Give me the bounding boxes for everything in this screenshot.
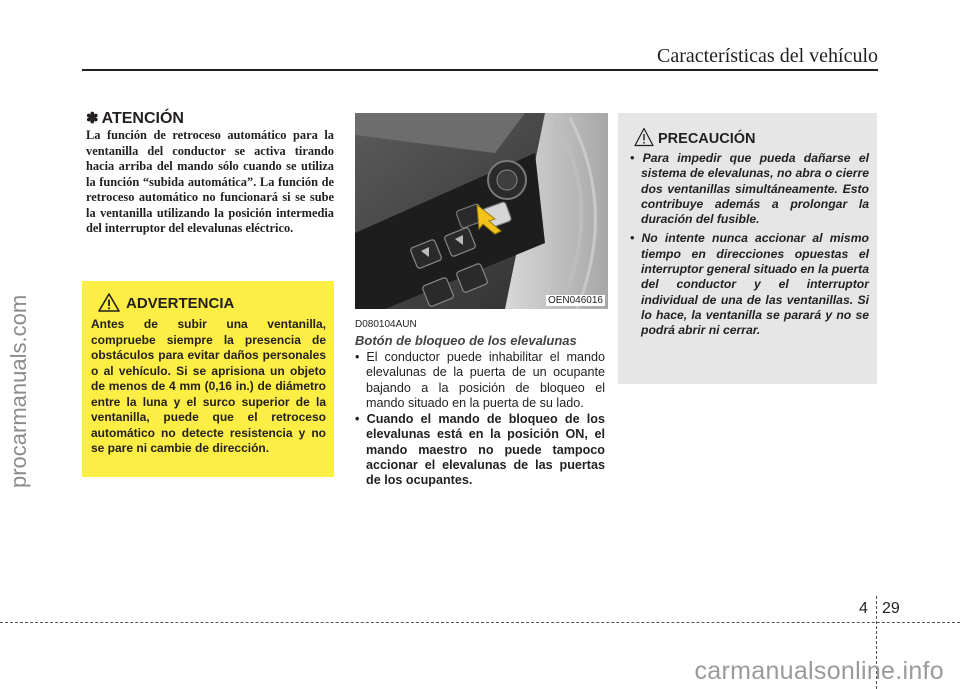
figure-code: OEN046016 (547, 295, 603, 306)
chapter-header-title: Características del vehículo (656, 45, 878, 67)
caution-title: PRECAUCIÓN (658, 131, 756, 147)
section-bullet-list (355, 350, 605, 490)
caution-triangle-icon (634, 127, 654, 147)
list-item: • No intente nunca accionar al mismo tiempo en direcciones opuestas el interruptor general situado en la puerta del conductor y el interruptor individual de una de las ventanillas. Si lo hace, la ventanilla se parará y no se podrá abrir ni cerrar. (630, 231, 869, 338)
warning-box (82, 281, 334, 477)
side-watermark: procarmanuals.com (6, 294, 31, 488)
warning-header (98, 293, 326, 312)
header-rule (82, 69, 878, 71)
chapter-number: 4 (859, 600, 868, 617)
footer-rule (0, 622, 960, 623)
warning-title: ADVERTENCIA (126, 295, 235, 312)
caution-list (630, 151, 869, 339)
window-lock-switch-photo (355, 113, 608, 309)
page-number: 29 (882, 600, 900, 617)
caution-box (618, 113, 877, 384)
attention-body: La función de retroceso automático para la ventanilla del conductor se activa tirando hacia arriba del mando sólo cuando se utiliza la función “subida automática”. La función de retroceso automático no funcionará si se sube la ventanilla utilizando la posición intermedia del interruptor del elevalunas eléctrico. (86, 128, 334, 235)
bottom-watermark: carmanualsonline.info (694, 657, 944, 685)
attention-star-icon: ✽ (86, 110, 99, 127)
attention-heading (86, 109, 184, 128)
list-item: • Para impedir que pueda dañarse el sistema de elevalunas, no abra o cierre dos ventanillas simultáneamente. Esto contribuye además a prolongar la duración del fusible. (630, 151, 869, 227)
list-item: • El conductor puede inhabilitar el mando elevalunas de la puerta de un ocupante bajando a la posición de bloqueo el mando situado en la puerta de su lado. (355, 350, 605, 410)
warning-text: Antes de subir una ventanilla, compruebe siempre la presencia de obstáculos para evitar daños personales o al vehículo. Si se aprisiona un objeto de menos de 4 mm (0,16 in.) de diámetro entre la luna y el surco superior de la ventanilla, puede que el retroceso automático no detecte resistencia y no se pare ni cambie de dirección. (91, 317, 326, 455)
list-item: • Cuando el mando de bloqueo de los elevalunas está en la posición ON, el mando maestro no puede tampoco accionar el elevalunas de las puertas de los ocupantes. (355, 412, 605, 488)
caution-header (634, 123, 869, 147)
section-doc-code: D080104AUN (355, 319, 417, 330)
door-panel-illustration (355, 113, 608, 309)
section-title: Botón de bloqueo de los elevalunas (355, 333, 577, 348)
warning-triangle-icon (98, 293, 120, 312)
attention-title: ATENCIÓN (101, 110, 184, 127)
